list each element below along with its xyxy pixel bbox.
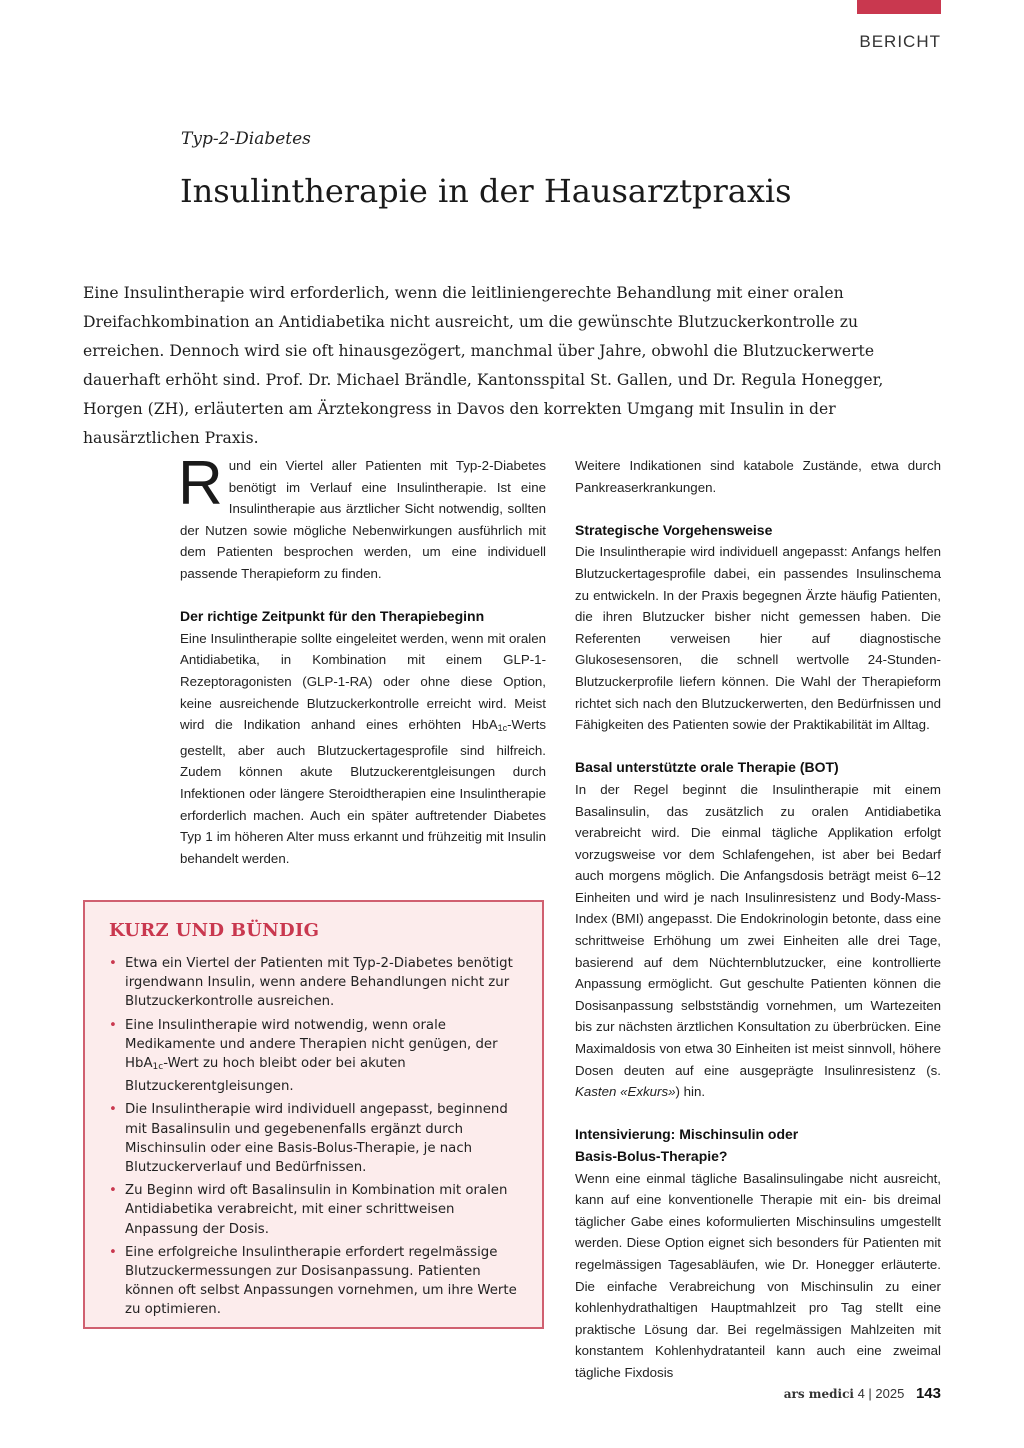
summary-item-text: Etwa ein Viertel der Patienten mit Typ-2-Diabetes benötigt irgendwann Insulin, wenn andere Behandlungen nicht zur Blutzuckerkontrolle ausreichen. [125,956,513,1010]
issue-number: 4 | 2025 [857,1386,905,1401]
summary-item-text: -Wert zu hoch bleibt oder bei akuten Blutzuckerentgleisungen. [125,1056,406,1095]
dropcap: R [178,449,223,518]
summary-item-text: Zu Beginn wird oft Basalinsulin in Kombination mit oralen Antidiabetika verabreicht, mit einer schrittweisen Anpassung der Dosis. [125,1183,508,1237]
intro-paragraph [178,449,546,585]
intro-text: und ein Viertel aller Patienten mit Typ-2-Diabetes benötigt im Verlauf eine Insulintherapie. Ist eine Insulintherapie aus ärztlicher Sicht notwendig, sollten der Nutzen sowie mögliche Nebenwirkungen ausführlich mit dem Patienten besprochen werden, um eine individuell passende Therapieform zu finden. [180,458,546,581]
section-text-strategy: Die Insulintherapie wird individuell angepasst: Anfangs helfen Blutzuckertagesprofile dabei, ein passendes Insulinschema zu entwickeln. In der Praxis begegnen Ärzte häufig Patienten, die ihren Blutzucker bisher nicht gemessen haben. Die Referenten verweisen hier auf diagnostische Glukosesensoren, die schnell wertvolle 24-Stunden-Blutzuckerprofile liefern können. Die Wahl der Therapieform richtet sich nach den Blutzuckerwerten, den Bedürfnissen und Fähigkeiten des Patienten sowie der Praktikabilität im Alltag. [575,544,941,733]
page-number: 143 [915,1385,941,1402]
section-label: BERICHT [859,32,941,51]
paragraph-indications: Weitere Indikationen sind katabole Zustände, etwa durch Pankreaserkrankungen. [575,458,941,495]
right-column [575,455,941,1384]
section-heading-bot: Basal unterstützte orale Therapie (BOT) [575,759,839,776]
left-column [178,449,546,869]
text-run: ) hin. [675,1084,706,1100]
text-run: -Werts gestellt, aber auch Blutzuckertagesprofile sind hilfreich. Zudem können akute Blutzuckerentgleisungen durch Infektionen oder längere Steroidtherapien eine Insulintherapie erforderlich machen. Auch ein später auftretender Diabetes Typ 1 im höheren Alter muss erkannt und frühzeitig mit Insulin behandelt werden. [180,717,546,866]
section-text-intensification: Wenn eine einmal tägliche Basalinsulingabe nicht ausreicht, kann auf eine konventionelle Therapie mit ein- bis dreimal täglicher Gabe eines koformulierten Mischinsulins umgestellt werden. Diese Option eignet sich besonders für Patienten mit regelmässigen Tagesabläufen, wie Dr. Honegger erläuterte. Die einfache Verabreichung von Mischinsulin zu einer kohlenhydrathaltigen Hauptmahlzeit pro Tag stellt eine praktische Lösung dar. Bei regelmässigen Mahlzeiten mit konstantem Kohlenhydratanteil kann auch eine zweimal tägliche Fixdosis [575,1170,941,1380]
summary-item [109,1100,525,1177]
accent-bar [857,0,941,14]
subscript: 1c [497,723,508,734]
section-heading-intensification [575,1124,941,1167]
summary-item [109,1016,525,1097]
section-heading-therapy-start: Der richtige Zeitpunkt für den Therapiebeginn [180,608,485,625]
article-lead: Eine Insulintherapie wird erforderlich, wenn die leitliniengerechte Behandlung mit einer oralen Dreifachkombination an Antidiabetika nicht ausreicht, um die gewünschte Blutzuckerkontrolle zu erreichen. Dennoch wird sie oft hinausgezögert, manchmal über Jahre, obwohl die Blutzuckerwerte dauerhaft erhöht sind. Prof. Dr. Michael Brändle, Kantonsspital St. Gallen, und Dr. Regula Honegger, Horgen (ZH), erläuterten am Ärztekongress in Davos den korrekten Umgang mit Insulin in der hausärztlichen Praxis. [83,284,884,447]
summary-item [109,1243,525,1320]
bullet-icon: • [109,1244,117,1260]
article-kicker: Typ-2-Diabetes [181,129,311,149]
summary-box-title: KURZ UND BÜNDIG [109,920,320,941]
bullet-icon: • [109,1183,117,1199]
journal-name: ars medici [783,1387,854,1401]
bullet-icon: • [109,1102,117,1118]
page-footer [784,1385,941,1402]
article-title: Insulintherapie in der Hausarztpraxis [180,172,792,210]
heading-line: Intensivierung: Mischinsulin oder [575,1126,799,1143]
bullet-icon: • [109,1017,117,1033]
summary-item [109,954,525,1012]
text-run: In der Regel beginnt die Insulintherapie mit einem Basalinsulin, das zusätzlich zu oralen Antidiabetika verabreicht wird. Die einmal tägliche Applikation erfolgt vorzugsweise vor dem Schlafengehen, ist aber bei Bedarf auch morgens möglich. Die Anfangsdosis beträgt meist 6–12 Einheiten und wird je nach Insulinresistenz und Body-Mass-Index (BMI) angepasst. Die Endokrinologin betonte, dass eine schrittweise Erhöhung um zwei Einheiten alle drei Tage, basierend auf dem Nüchternblutzucker, eine kontrollierte Anpassung ermöglicht. Gut geschulte Patienten können die Dosisanpassung selbstständig vornehmen, um Wartezeiten bis zur nächsten ärztlichen Konsultation zu überbrücken. Eine Maximaldosis von etwa 30 Einheiten ist meist sinnvoll, höhere Dosen deuten auf eine ausgeprägte Insulinresistenz (s. [575,781,941,1078]
heading-line: Basis-Bolus-Therapie? [575,1148,728,1164]
box-reference: Kasten «Exkurs» [575,1084,676,1100]
section-text-bot [575,779,941,1103]
summary-item-text: Die Insulintherapie wird individuell angepasst, beginnend mit Basalinsulin und gegebenenfalls ergänzt durch Mischinsulin oder eine Basis-Bolus-Therapie, je nach Blutzuckerverlauf und Bedürfnissen. [125,1102,508,1176]
bullet-icon: • [109,956,117,971]
summary-item-text: Eine Insulintherapie wird notwendig, wenn orale Medikamente und andere Therapien nicht genügen, der HbA [125,1017,498,1072]
summary-list [109,954,525,1324]
subscript: 1c [152,1062,164,1073]
summary-item [109,1181,525,1239]
section-heading-strategy: Strategische Vorgehensweise [575,521,773,538]
text-run: Eine Insulintherapie sollte eingeleitet werden, wenn mit oralen Antidiabetika, in Kombination mit einem GLP-1-Rezeptoragonisten (GLP-1-RA) oder ohne diese Option, keine ausreichende Blutzuckerkontrolle erreicht wird. Meist wird die Indikation anhand eines erhöhten HbA [180,630,546,733]
summary-item-text: Eine erfolgreiche Insulintherapie erfordert regelmässige Blutzuckermessungen zur Dosisanpassung. Patienten können oft selbst Anpassungen vornehmen, um ihre Werte zu optimieren. [125,1244,517,1318]
section-text-therapy-start [180,628,546,870]
summary-box [83,900,544,1329]
